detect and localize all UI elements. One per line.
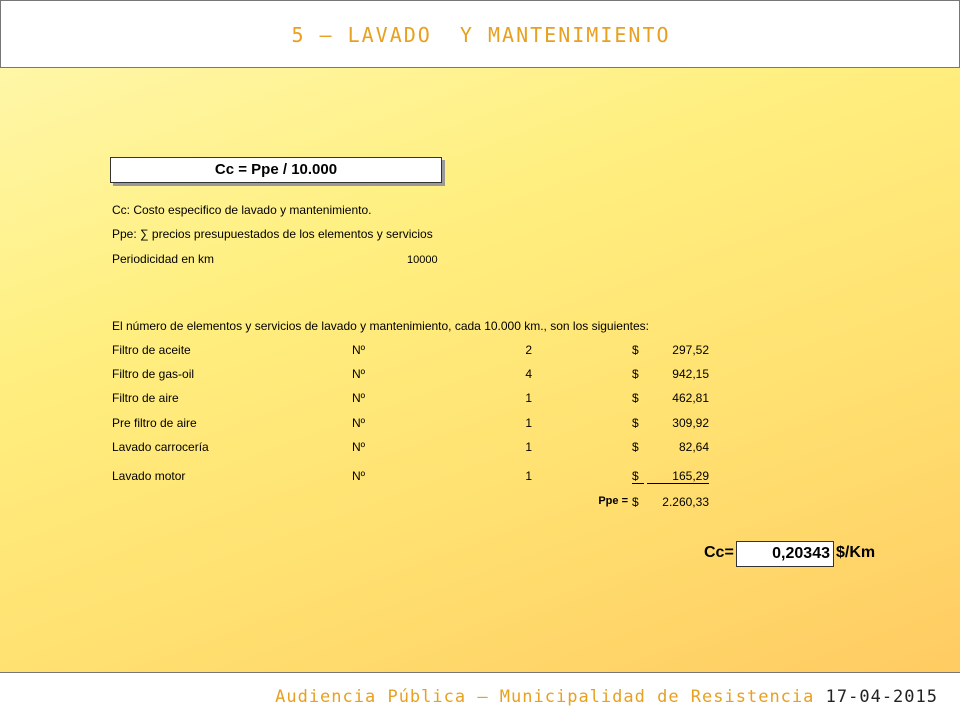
table-row xyxy=(112,469,712,487)
item-name: Pre filtro de aire xyxy=(112,416,197,430)
footer-text xyxy=(275,687,938,707)
footer-date: 17-04-2015 xyxy=(825,687,938,707)
intro-text: El número de elementos y servicios de lavado y mantenimiento, cada 10.000 km., son los siguientes: xyxy=(112,319,649,333)
footer-org: Audiencia Pública – Municipalidad de Resistencia xyxy=(275,687,815,707)
slide-title: 5 – LAVADO Y MANTENIMIENTO xyxy=(291,23,671,47)
table-row xyxy=(112,440,712,458)
item-currency: $ xyxy=(632,391,639,405)
period-label: Periodicidad en km xyxy=(112,252,215,266)
item-qty: 4 xyxy=(525,367,532,381)
result-value: 0,20343 xyxy=(736,541,834,567)
item-qty: 1 xyxy=(525,440,532,454)
item-name: Lavado carrocería xyxy=(112,440,209,454)
item-unit: Nº xyxy=(352,391,366,405)
item-amount: 942,15 xyxy=(672,367,709,381)
formula-box: Cc = Ppe / 10.000 xyxy=(110,157,442,183)
item-amount: 297,52 xyxy=(672,343,709,357)
definition-cc: Cc: Costo especifico de lavado y mantenimiento. xyxy=(112,203,372,217)
slide-footer xyxy=(0,672,960,720)
table-row xyxy=(112,367,712,385)
slide-header xyxy=(0,0,960,68)
item-qty: 2 xyxy=(525,343,532,357)
item-name: Lavado motor xyxy=(112,469,186,483)
result-label: Cc= xyxy=(704,544,734,561)
item-unit: Nº xyxy=(352,416,366,430)
total-label: Ppe = xyxy=(598,495,628,507)
item-currency: $ xyxy=(632,440,639,454)
item-unit: Nº xyxy=(352,469,366,483)
item-amount: 462,81 xyxy=(672,391,709,405)
item-unit: Nº xyxy=(352,367,366,381)
total-row xyxy=(112,495,712,513)
item-unit: Nº xyxy=(352,343,366,357)
item-currency: $ xyxy=(632,469,644,484)
definition-ppe: Ppe: ∑ precios presupuestados de los elementos y servicios xyxy=(112,227,433,241)
item-currency: $ xyxy=(632,343,639,357)
period-value: 10000 xyxy=(407,254,438,266)
item-qty: 1 xyxy=(525,391,532,405)
item-amount: 309,92 xyxy=(672,416,709,430)
table-row xyxy=(112,391,712,409)
item-unit: Nº xyxy=(352,440,366,454)
item-currency: $ xyxy=(632,367,639,381)
item-qty: 1 xyxy=(525,416,532,430)
total-amount: 2.260,33 xyxy=(662,495,709,509)
item-name: Filtro de gas-oil xyxy=(112,367,195,381)
item-name: Filtro de aire xyxy=(112,391,179,405)
item-qty: 1 xyxy=(525,469,532,483)
total-currency: $ xyxy=(632,495,639,509)
result-unit: $/Km xyxy=(836,544,876,561)
item-currency: $ xyxy=(632,416,639,430)
item-amount: 82,64 xyxy=(678,440,709,454)
item-amount: 165,29 xyxy=(647,469,709,484)
item-name: Filtro de aceite xyxy=(112,343,191,357)
table-row xyxy=(112,416,712,434)
table-row xyxy=(112,343,712,361)
